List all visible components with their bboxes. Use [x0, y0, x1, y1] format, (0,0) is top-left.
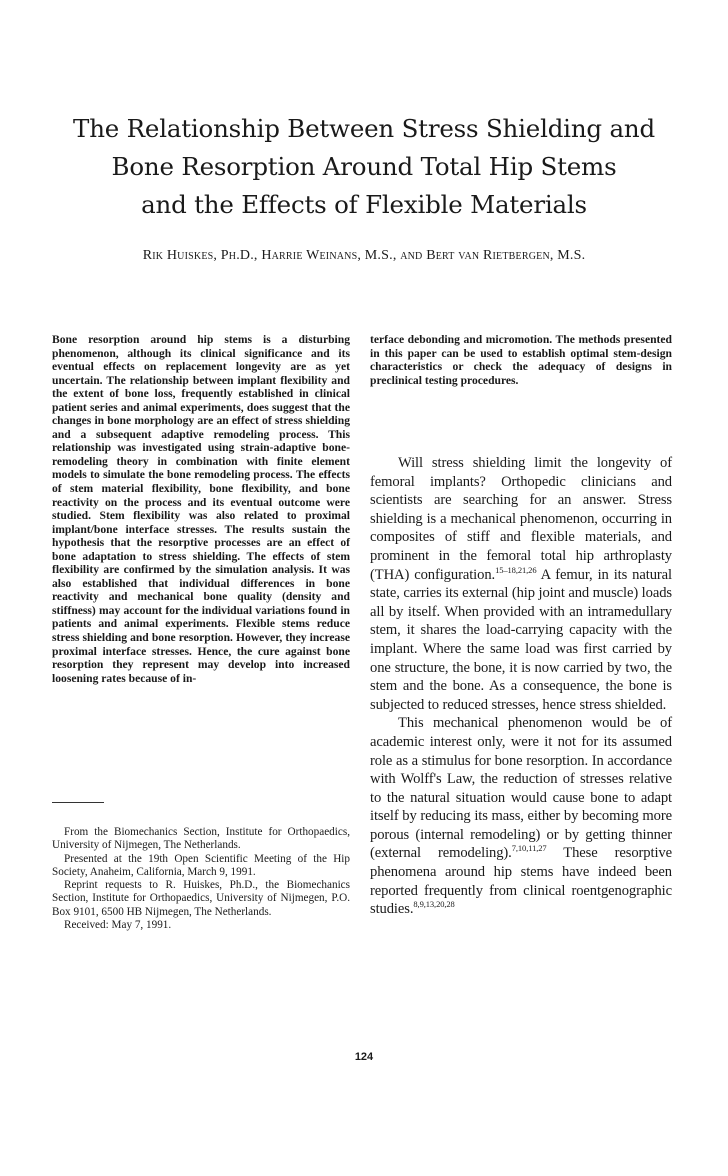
body-text	[370, 454, 672, 919]
abstract-right-column: terface debonding and micromotion. The methods presented in this paper can be used to establish optimal stem-design characteristics or check the adequacy of designs in preclinical testing procedures.	[370, 333, 672, 387]
citation-ref: 15–18,21,26	[495, 564, 537, 575]
footnote-divider	[52, 802, 104, 803]
author-separator-2: , and	[392, 248, 427, 263]
author-separator-1: ,	[253, 248, 262, 263]
author-line	[40, 248, 688, 264]
body-paragraph-2-text-a: This mechanical phenomenon would be of academic interest only, were it not for its assumed role as a stimulus for bone resorption. In accordance with Wolff's Law, the reduction of stresses relative to the natural situation would cause bone to adapt itself by reducing its mass, either by becoming more porous (internal remodeling) or by getting thinner (external remodeling).	[370, 715, 672, 862]
body-paragraph-2-text-b: These resorptive phenomena around hip stems have indeed been reported frequently from clinical roentgenographic studies.	[370, 845, 672, 918]
abstract-left-column: Bone resorption around hip stems is a disturbing phenomenon, although its clinical significance and its eventual effects on replacement longevity are as yet uncertain. The relationship between implant flexibility and the extent of bone loss, frequently established in clinical patient series and animal experiments, does suggest that the changes in bone morphology are an effect of stress shielding and a subsequent adaptive remodeling process. This relationship was investigated using strain-adaptive bone-remodeling theory in combination with finite element models to simulate the bone remodeling process. The effects of stem material flexibility, bone flexibility, and bone reactivity on the process and its eventual outcome were studied. Stem flexibility was also related to proximal implant/bone interface stresses. The results sustain the hypothesis that the resorptive processes are an effect of bone adaptation to stress shielding. The effects of stem flexibility are confirmed by the simulation analysis. It was also established that individual differences in bone reactivity and mechanical bone quality (density and stiffness) may account for the individual variations found in patients and animal experiments. Flexible stems reduce stress shielding and bone resorption. However, they increase proximal interface stresses. Hence, the cure against bone resorption they represent may develop into increased loosening rates because of in-	[52, 333, 350, 685]
citation-ref: 8,9,13,20,28	[413, 899, 455, 910]
body-paragraph-1	[370, 454, 672, 714]
article-title	[60, 110, 668, 224]
footnote-presented: Presented at the 19th Open Scientific Meeting of the Hip Society, Anaheim, California, March 9, 1991.	[52, 852, 350, 878]
title-line-2: Bone Resorption Around Total Hip Stems	[111, 152, 617, 181]
title-line-3: and the Effects of Flexible Materials	[141, 190, 587, 219]
footnotes	[52, 826, 350, 932]
body-paragraph-1-text-b: A femur, in its natural state, carries its external (hip joint and muscle) loads all by itself. When provided with an intramedullary stem, it shares the load-carrying capacity with the implant. Where the same load was first carried by one structure, the bone, it is now carried by two, the stem and the bone. As a consequence, the bone is subjected to reduced stresses, hence stress shielded.	[370, 566, 672, 713]
footnote-reprints: Reprint requests to R. Huiskes, Ph.D., the Biomechanics Section, Institute for Orthopaedics, University of Nijmegen, P.O. Box 9101, 6500 HB Nijmegen, The Netherlands.	[52, 879, 350, 918]
footnote-received: Received: May 7, 1991.	[64, 919, 172, 932]
author-huiskes: Rik Huiskes, Ph.D.	[142, 248, 254, 263]
title-line-1: The Relationship Between Stress Shielding and	[73, 114, 655, 143]
page-number: 124	[354, 1051, 374, 1063]
author-weinans: Harrie Weinans, M.S.	[261, 248, 393, 263]
citation-ref: 7,10,11,27	[511, 843, 547, 854]
body-paragraph-1-text-a: Will stress shielding limit the longevity of femoral implants? Orthopedic clinicians and scientists are searching for an answer. Stress shielding is a mechanical phenomenon, occurring in composites of stiff and flexible materials, and prominent in the femoral total hip arthroplasty (THA) configuration.	[370, 455, 672, 583]
body-paragraph-2	[370, 714, 672, 919]
footnote-affiliation: From the Biomechanics Section, Institute for Orthopaedics, University of Nijmegen, The Netherlands.	[52, 826, 350, 852]
author-van-rietbergen: Bert van Rietbergen, M.S.	[426, 248, 586, 263]
